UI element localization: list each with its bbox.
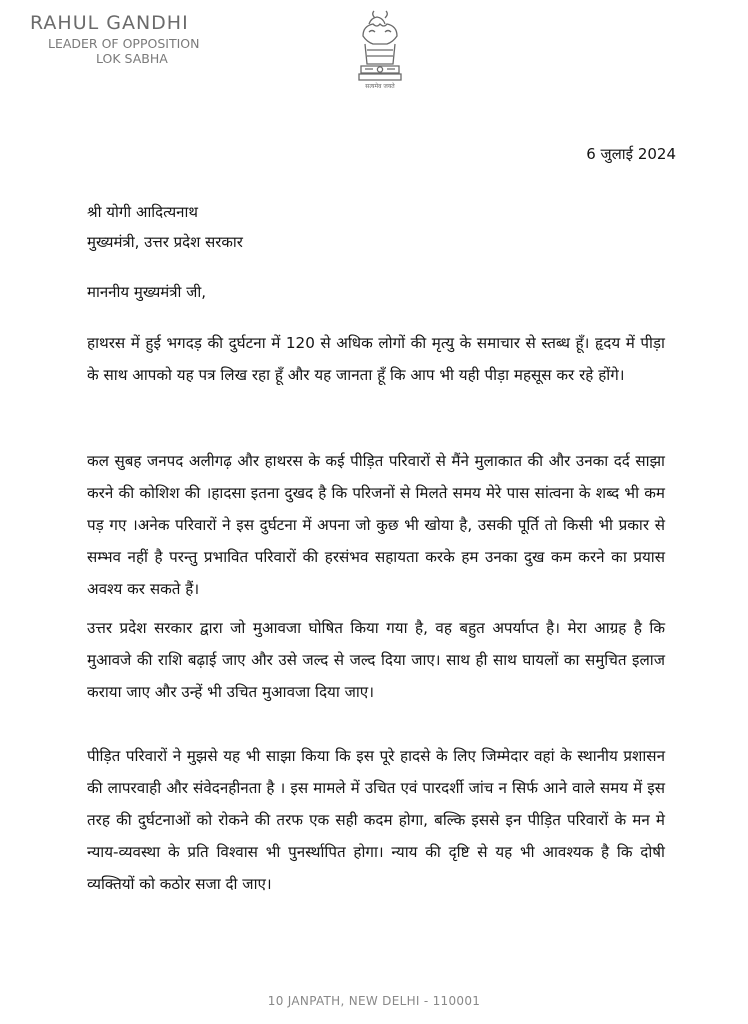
sender-designation: LEADER OF OPPOSITION — [48, 36, 200, 51]
salutation: माननीय मुख्यमंत्री जी, — [87, 283, 206, 301]
paragraph-4: पीड़ित परिवारों ने मुझसे यह भी साझा किया कि इस पूरे हादसे के लिए जिम्मेदार वहां के स्थानीय प्रशासन की लापरवाही और संवेदनहीनता है । इस मामले में उचित एवं पारदर्शी जांच न सिर्फ आने वाले समय में इस तरह की दुर्घटनाओं को रोकने की तरफ एक सही कदम होगा, बल्कि इससे इन पीड़ित परिवारों के मन मे न्याय-व्यवस्था के प्रति विश्वास भी पुनर्स्थापित होगा। न्याय की दृष्टि से यह भी आवश्यक है कि दोषी व्यक्तियों को कठोर सजा दी जाए। — [87, 747, 665, 893]
paragraph-2: कल सुबह जनपद अलीगढ़ और हाथरस के कई पीड़ित परिवारों से मैंने मुलाकात की और उनका दर्द साझा करने की कोशिश की ।हादसा इतना दुखद है कि परिजनों से मिलते समय मेरे पास सांत्वना के शब्द भी कम पड़ गए ।अनेक परिवारों ने इस दुर्घटना में अपना जो कुछ भी खोया है, उसकी पूर्ति तो किसी भी प्रकार से सम्भव नहीं है परन्तु प्रभावित परिवारों की हरसंभव सहायता करके हम उनका दुख कम करने का प्रयास अवश्य कर सकते हैं। — [87, 452, 665, 598]
paragraph-3: उत्तर प्रदेश सरकार द्वारा जो मुआवजा घोषित किया गया है, वह बहुत अपर्याप्त है। मेरा आग्रह है कि मुआवजे की राशि बढ़ाई जाए और उसे जल्द से जल्द दिया जाए। साथ ही साथ घायलों का समुचित इलाज कराया जाए और उन्हें भी उचित मुआवजा दिया जाए। — [87, 619, 665, 701]
recipient-title: मुख्यमंत्री, उत्तर प्रदेश सरकार — [87, 233, 243, 251]
emblem-motto: सत्यमेव जयते — [365, 83, 395, 90]
letter-date: 6 जुलाई 2024 — [586, 145, 676, 163]
sender-house: LOK SABHA — [96, 51, 168, 66]
footer-address: 10 JANPATH, NEW DELHI - 110001 — [267, 994, 481, 1008]
recipient-name: श्री योगी आदित्यनाथ — [87, 203, 198, 221]
letterhead — [30, 12, 250, 66]
sender-name: RAHUL GANDHI — [30, 12, 189, 34]
paragraph-1: हाथरस में हुई भगदड़ की दुर्घटना में 120 से अधिक लोगों की मृत्यु के समाचार से स्तब्ध हूँ। हृदय में पीड़ा के साथ आपको यह पत्र लिख रहा हूँ और यह जानता हूँ कि आप भी यही पीड़ा महसूस कर रहे होंगे। — [87, 334, 665, 384]
